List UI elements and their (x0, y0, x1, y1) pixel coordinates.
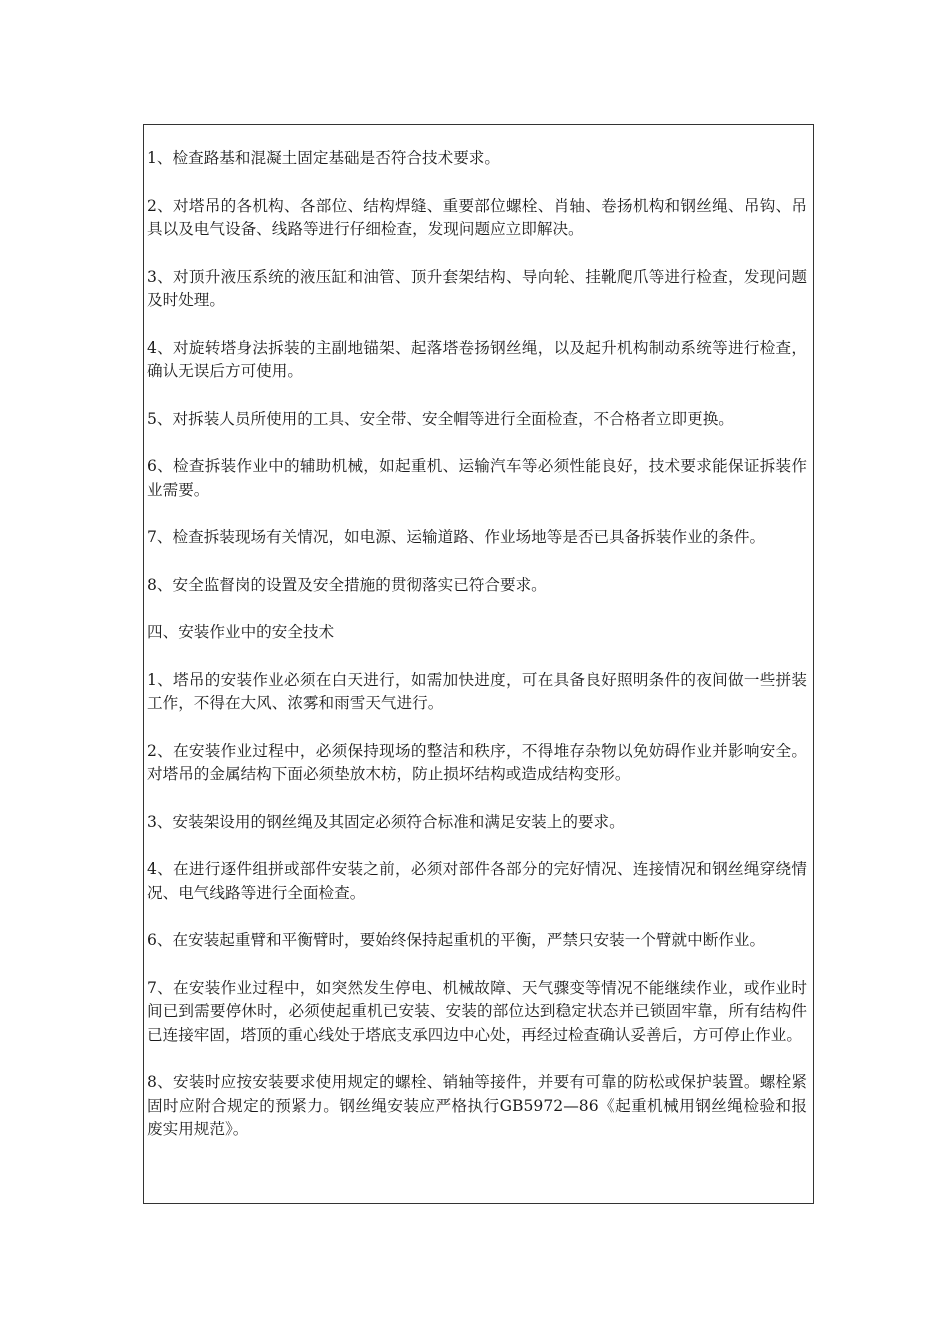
paragraph-component-inspection: 4、在进行逐件组拼或部件安装之前，必须对部件各部分的完好情况、连接情况和钢丝绳穿绕情况、电气线路等进行全面检查。 (147, 860, 807, 902)
paragraph-check-hydraulics: 3、对顶升液压系统的液压缸和油管、顶升套架结构、导向轮、挂靴爬爪等进行检查，发现问题及时处理。 (147, 267, 807, 309)
paragraph-daytime-work: 1、塔吊的安装作业必须在白天进行，如需加快进度，可在具备良好照明条件的夜间做一些拼装工作，不得在大风、浓雾和雨雪天气进行。 (147, 670, 807, 712)
paragraph-safety-posts: 8、安全监督岗的设置及安全措施的贯彻落实已符合要求。 (147, 575, 547, 594)
paragraph-check-site: 7、检查拆装现场有关情况，如电源、运输道路、作业场地等是否已具备拆装作业的条件。 (147, 528, 766, 546)
paragraph-work-stoppage: 7、在安装作业过程中，如突然发生停电、机械故障、天气骤变等情况不能继续作业，或作业时间已到需要停休时，必须使起重机已安装、安装的部位达到稳定状态并已锁固牢靠，所有结构件已连接牢固，塔顶的重心线处于塔底支承四边中心处，再经过检查确认妥善后，方可停止作业。 (147, 978, 807, 1044)
paragraph-check-foundation: 1、检查路基和混凝土固定基础是否符合技术要求。 (147, 149, 500, 167)
paragraph-check-tools: 5、对拆装人员所使用的工具、安全带、安全帽等进行全面检查，不合格者立即更换。 (147, 409, 734, 428)
paragraph-check-auxiliary: 6、检查拆装作业中的辅助机械，如起重机、运输汽车等必须性能良好，技术要求能保证拆装作业需要。 (147, 457, 807, 499)
paragraph-check-mechanisms: 2、对塔吊的各机构、各部位、结构焊缝、重要部位螺栓、肖轴、卷扬机构和钢丝绳、吊钩、吊具以及电气设备、线路等进行仔细检查，发现问题应立即解决。 (147, 196, 807, 238)
section-heading-installation-safety: 四、安装作业中的安全技术 (147, 623, 335, 641)
paragraph-site-order: 2、在安装作业过程中，必须保持现场的整洁和秩序，不得堆存杂物以免妨碍作业并影响安全。对塔吊的金属结构下面必须垫放木枋，防止损坏结构或造成结构变形。 (147, 741, 807, 783)
paragraph-bolts-standard: 8、安装时应按安装要求使用规定的螺栓、销轴等接件，并要有可靠的防松或保护装置。螺栓紧固时应附合规定的预紧力。钢丝绳安装应严格执行GB5972—86《起重机械用钢丝绳检验和报废实用规范》。 (147, 1073, 807, 1138)
paragraph-boom-balance: 6、在安装起重臂和平衡臂时，要始终保持起重机的平衡，严禁只安装一个臂就中断作业。 (147, 931, 766, 949)
paragraph-check-anchors: 4、对旋转塔身法拆装的主副地锚架、起落塔卷扬钢丝绳，以及起升机构制动系统等进行检查，确认无误后方可使用。 (147, 338, 807, 380)
paragraph-wire-rope: 3、安装架设用的钢丝绳及其固定必须符合标准和满足安装上的要求。 (147, 812, 625, 831)
document-frame (143, 124, 814, 1204)
